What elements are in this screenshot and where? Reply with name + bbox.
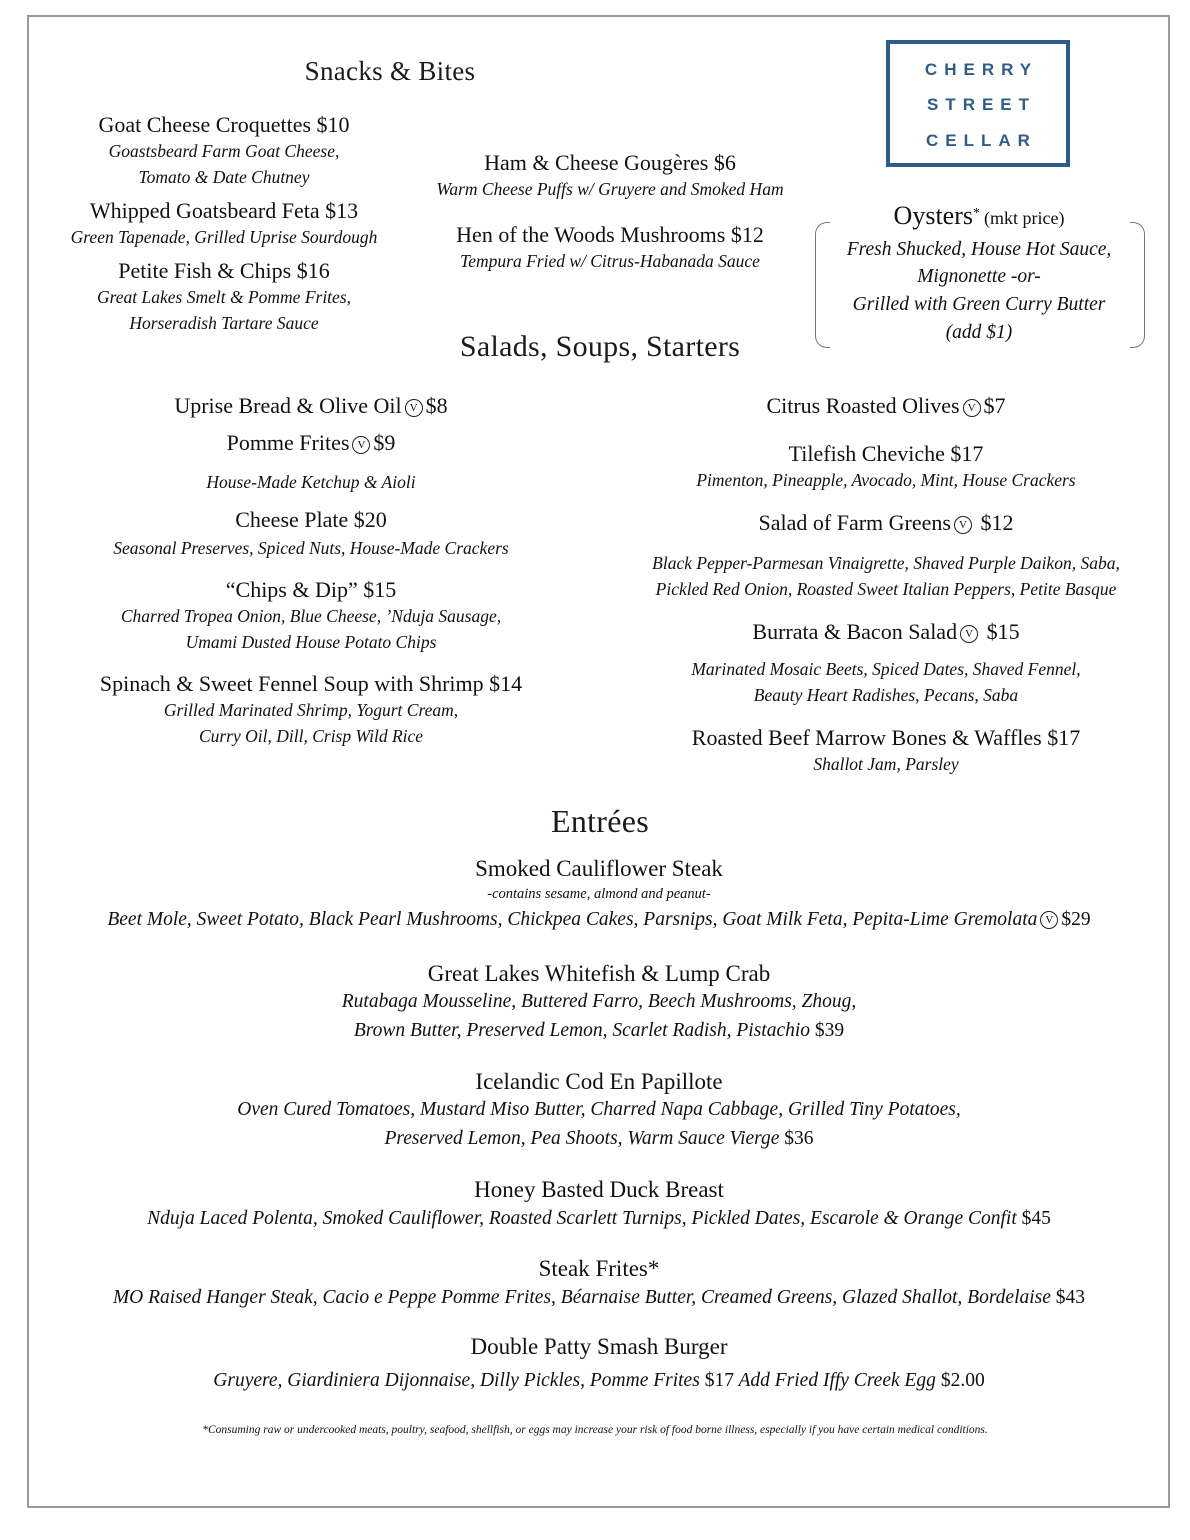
item-desc: Pimenton, Pineapple, Avocado, Mint, House Crackers xyxy=(696,470,1076,490)
item-desc: Preserved Lemon, Pea Shoots, Warm Sauce Vierge $36 xyxy=(384,1128,814,1149)
item-desc: Warm Cheese Puffs w/ Gruyere and Smoked Ham xyxy=(436,179,784,199)
starters-left-column xyxy=(40,393,582,749)
item-desc: Great Lakes Smelt & Pomme Frites, xyxy=(96,287,352,307)
item-desc: Curry Oil, Dill, Crisp Wild Rice xyxy=(198,726,424,746)
item-name: Spinach & Sweet Fennel Soup with Shrimp $14 xyxy=(99,671,523,696)
item-name: Goat Cheese Croquettes $10 xyxy=(98,112,350,137)
item-desc: Charred Tropea Onion, Blue Cheese, ’Nduja Sausage, xyxy=(120,606,502,626)
item-name: Pomme Frites V $9 xyxy=(226,430,396,455)
item-name: Tilefish Cheviche $17 xyxy=(788,441,984,466)
cherry-street-cellar-logo: CHERRY STREET CELLAR xyxy=(886,40,1070,167)
item-desc: Black Pepper-Parmesan Vinaigrette, Shaved Purple Daikon, Saba, xyxy=(652,553,1120,573)
item-desc: Brown Butter, Preserved Lemon, Scarlet Radish, Pistachio $39 xyxy=(353,1020,845,1041)
item-desc: Beet Mole, Sweet Potato, Black Pearl Mushrooms, Chickpea Cakes, Parsnips, Goat Milk Feta, Pepita-Lime Gremolata V $29 xyxy=(107,909,1091,930)
item-name: Salad of Farm Greens V $12 xyxy=(758,510,1014,535)
item-desc: Pickled Red Onion, Roasted Sweet Italian Peppers, Petite Basque xyxy=(655,579,1117,599)
item-desc: Umami Dusted House Potato Chips xyxy=(185,632,437,652)
vegan-icon: V xyxy=(352,436,370,454)
item-desc: Seasonal Preserves, Spiced Nuts, House-Made Crackers xyxy=(113,538,509,558)
item-desc: Tempura Fried w/ Citrus-Habanada Sauce xyxy=(460,251,760,271)
item-name: Citrus Roasted Olives V $7 xyxy=(766,393,1006,418)
item-desc: Beauty Heart Radishes, Pecans, Saba xyxy=(753,685,1019,705)
snacks-title: Snacks & Bites xyxy=(304,56,476,86)
snacks-left-column xyxy=(54,112,394,336)
entrees-list xyxy=(30,855,1168,1397)
oysters-title: Oysters xyxy=(893,201,973,230)
vegan-icon: V xyxy=(405,399,423,417)
entrees-title: Entrées xyxy=(550,803,650,839)
item-name: Cheese Plate $20 xyxy=(235,507,387,532)
item-name: Uprise Bread & Olive Oil V $8 xyxy=(174,393,448,418)
item-name: Honey Basted Duck Breast xyxy=(474,1177,724,1202)
snacks-middle-column xyxy=(410,150,810,274)
vegan-icon: V xyxy=(1040,911,1058,929)
item-name: Whipped Goatsbeard Feta $13 xyxy=(89,198,359,223)
item-name: Great Lakes Whitefish & Lump Crab xyxy=(427,961,771,986)
item-desc: Green Tapenade, Grilled Uprise Sourdough xyxy=(70,227,378,247)
oysters-block: Oysters* (mkt price) Fresh Shucked, House Hot Sauce, Mignonette -or- Grilled with Green Curry Butter (add $1) xyxy=(846,201,1112,343)
starters-title: Salads, Soups, Starters xyxy=(459,330,741,363)
item-desc: Tomato & Date Chutney xyxy=(138,167,310,187)
starters-right-column xyxy=(600,393,1172,777)
item-desc: Marinated Mosaic Beets, Spiced Dates, Shaved Fennel, xyxy=(691,659,1081,679)
item-desc: Grilled Marinated Shrimp, Yogurt Cream, xyxy=(163,700,459,720)
item-name: “Chips & Dip” $15 xyxy=(225,577,397,602)
item-name: Icelandic Cod En Papillote xyxy=(475,1069,723,1094)
item-desc: Oven Cured Tomatoes, Mustard Miso Butter, Charred Napa Cabbage, Grilled Tiny Potatoes, xyxy=(237,1099,961,1120)
item-desc: Horseradish Tartare Sauce xyxy=(129,313,319,333)
item-name: Burrata & Bacon Salad V $15 xyxy=(752,619,1020,644)
item-note: -contains sesame, almond and peanut- xyxy=(487,886,711,902)
vegan-icon: V xyxy=(954,516,972,534)
vegan-icon: V xyxy=(963,399,981,417)
allergen-footnote: *Consuming raw or undercooked meats, poultry, seafood, shellfish, or eggs may increase your risk of food borne illness, especially if you have certain medical conditions. xyxy=(202,1424,988,1436)
item-desc: Gruyere, Giardiniera Dijonnaise, Dilly Pickles, Pomme Frites $17 Add Fried Iffy Creek Egg $2.00 xyxy=(213,1370,985,1391)
vegan-icon: V xyxy=(960,625,978,643)
item-name: Petite Fish & Chips $16 xyxy=(118,258,330,283)
item-name: Smoked Cauliflower Steak xyxy=(475,856,723,881)
item-desc: Shallot Jam, Parsley xyxy=(813,754,959,774)
item-name: Roasted Beef Marrow Bones & Waffles $17 xyxy=(691,725,1081,750)
oysters-price: (mkt price) xyxy=(983,208,1065,228)
item-desc: Goastsbeard Farm Goat Cheese, xyxy=(108,141,340,161)
item-name: Steak Frites* xyxy=(538,1256,660,1281)
item-name: Hen of the Woods Mushrooms $12 xyxy=(456,222,764,247)
item-desc: Rutabaga Mousseline, Buttered Farro, Beech Mushrooms, Zhoug, xyxy=(341,991,857,1012)
item-desc: MO Raised Hanger Steak, Cacio e Peppe Pomme Frites, Béarnaise Butter, Creamed Greens, Glazed Shallot, Bordelaise $43 xyxy=(112,1287,1086,1308)
item-name: Double Patty Smash Burger xyxy=(470,1334,728,1359)
item-name: Ham & Cheese Gougères $6 xyxy=(484,150,736,175)
item-desc: House-Made Ketchup & Aioli xyxy=(206,472,416,492)
item-desc: Nduja Laced Polenta, Smoked Cauliflower, Roasted Scarlett Turnips, Pickled Dates, Escarole & Orange Confit $45 xyxy=(147,1208,1051,1229)
